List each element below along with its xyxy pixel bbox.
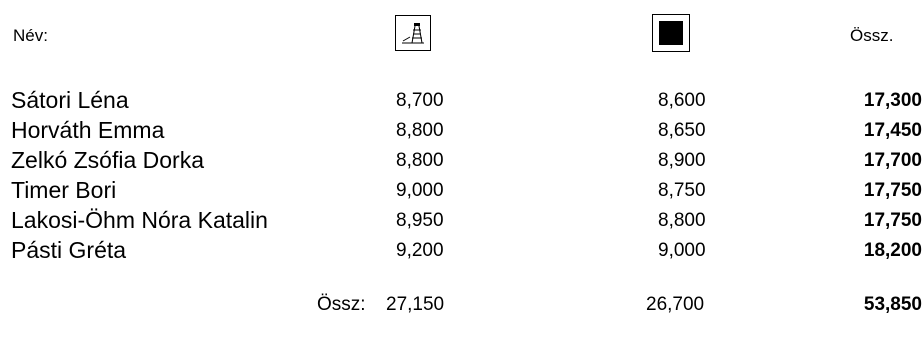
score-col2: 8,650 (658, 120, 706, 141)
score-col2: 8,900 (658, 150, 706, 171)
score-col1: 8,800 (396, 120, 444, 141)
score-col2: 8,600 (658, 90, 706, 111)
table-row (0, 207, 924, 236)
total-col1: 27,150 (386, 294, 445, 315)
score-col1: 8,700 (396, 90, 444, 111)
row-total: 17,750 (863, 180, 922, 201)
table-row (0, 87, 924, 116)
totals-label: Össz: (317, 294, 366, 315)
floor-mat-icon (652, 14, 690, 52)
score-col1: 8,800 (396, 150, 444, 171)
total-col2: 26,700 (646, 294, 705, 315)
row-total: 17,750 (863, 210, 922, 231)
score-col1: 9,000 (396, 180, 444, 201)
athlete-name: Pásti Gréta (11, 237, 127, 263)
table-row (0, 147, 924, 176)
name-column-header: Név: (13, 26, 48, 45)
athlete-name: Sátori Léna (11, 87, 129, 113)
grand-total: 53,850 (863, 294, 922, 315)
row-total: 18,200 (863, 240, 922, 261)
score-col1: 8,950 (396, 210, 444, 231)
totals-row (0, 291, 924, 320)
score-col2: 8,750 (658, 180, 706, 201)
athlete-name: Zelkó Zsófia Dorka (11, 147, 205, 173)
table-row (0, 117, 924, 146)
row-total: 17,300 (863, 90, 922, 111)
score-col1: 9,200 (396, 240, 444, 261)
score-col2: 8,800 (658, 210, 706, 231)
row-total: 17,450 (863, 120, 922, 141)
score-col2: 9,000 (658, 240, 706, 261)
athlete-name: Horváth Emma (11, 117, 165, 143)
table-row (0, 237, 924, 266)
athlete-name: Timer Bori (11, 177, 117, 203)
total-column-header: Össz. (850, 26, 894, 45)
athlete-name: Lakosi-Öhm Nóra Katalin (11, 207, 268, 233)
table-row (0, 177, 924, 206)
row-total: 17,700 (863, 150, 922, 171)
balance-beam-apparatus-icon (395, 15, 431, 51)
